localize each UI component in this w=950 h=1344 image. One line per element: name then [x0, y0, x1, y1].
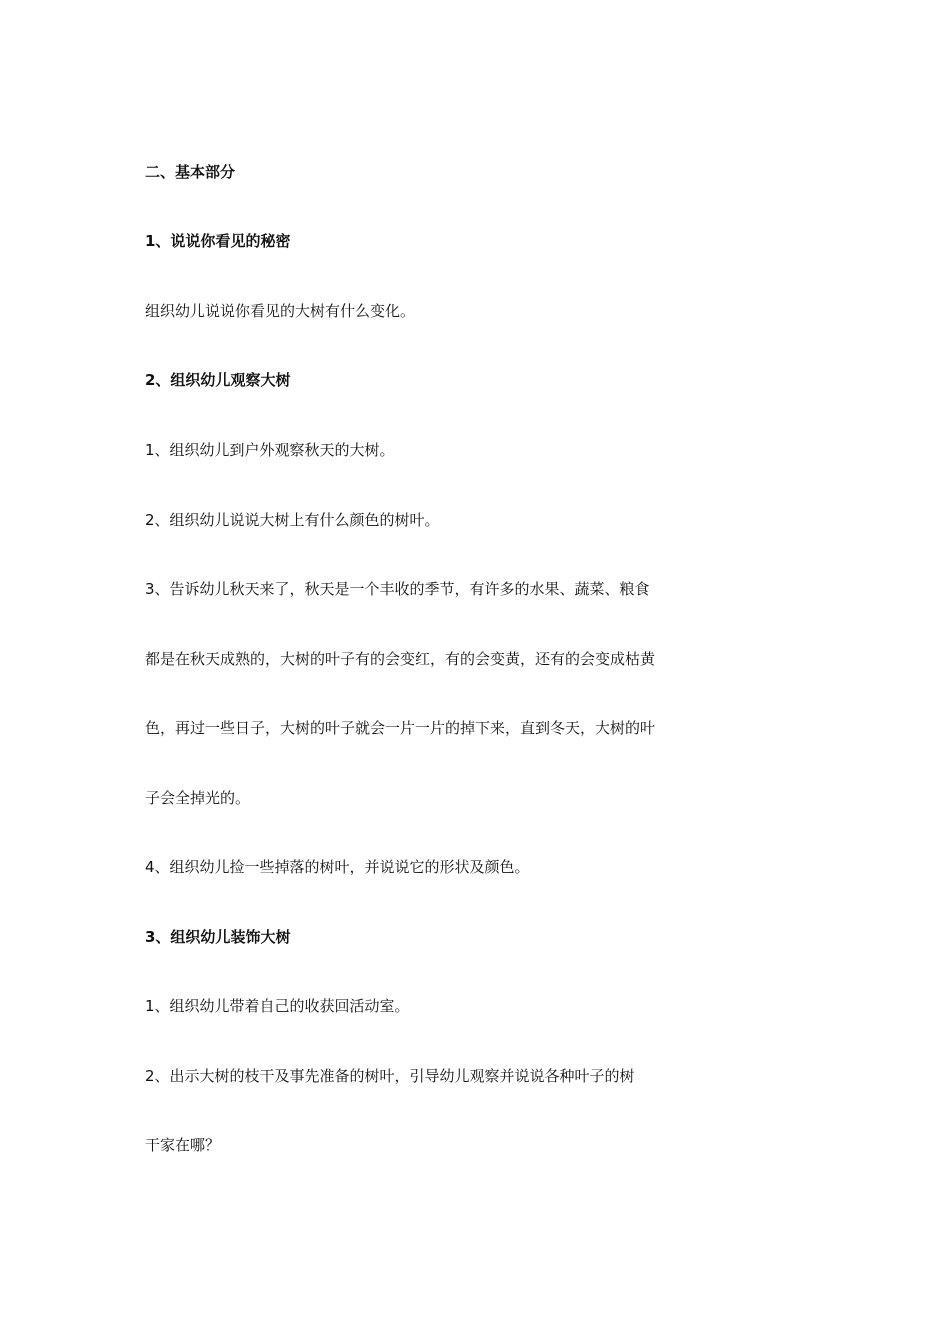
- part-3-line-1: 1、组织幼儿带着自己的收获回活动室。: [145, 997, 410, 1015]
- part-2-line-6: 子会全掉光的。: [145, 789, 251, 807]
- part-1-line-1: 组织幼儿说说你看见的大树有什么变化。: [145, 302, 416, 320]
- part-3-line-3: 干家在哪？: [145, 1136, 221, 1154]
- part-2-line-7: 4、组织幼儿捡一些掉落的树叶，并说说它的形状及颜色。: [145, 858, 530, 876]
- part-2-line-1: 1、组织幼儿到户外观察秋天的大树。: [145, 441, 395, 459]
- part-2-line-3: 3、告诉幼儿秋天来了，秋天是一个丰收的季节，有许多的水果、蔬菜、粮食: [145, 580, 650, 598]
- part-3-heading: 3、组织幼儿装饰大树: [145, 928, 291, 946]
- part-2-line-2: 2、组织幼儿说说大树上有什么颜色的树叶。: [145, 511, 440, 529]
- part-3-line-2: 2、出示大树的枝干及事先准备的树叶，引导幼儿观察并说说各种叶子的树: [145, 1067, 635, 1085]
- part-1-heading: 1、说说你看见的秘密: [145, 232, 291, 250]
- section-heading: 二、基本部分: [145, 163, 236, 181]
- part-2-heading: 2、组织幼儿观察大树: [145, 371, 291, 389]
- part-2-line-4: 都是在秋天成熟的，大树的叶子有的会变红，有的会变黄，还有的会变成枯黄: [145, 650, 656, 668]
- part-2-line-5: 色，再过一些日子，大树的叶子就会一片一片的掉下来，直到冬天，大树的叶: [145, 719, 656, 737]
